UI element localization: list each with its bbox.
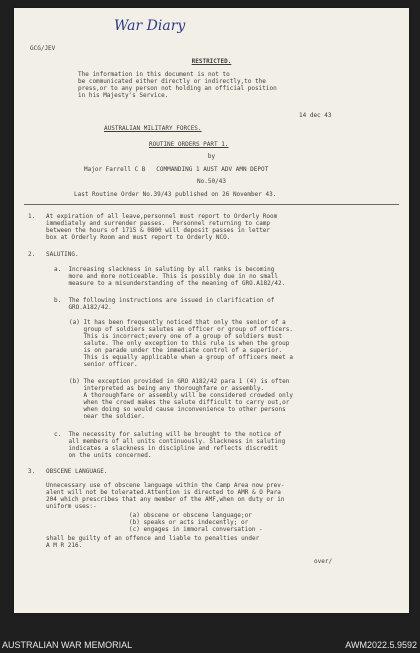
orders-title: ROUTINE ORDERS PART 1. bbox=[149, 141, 229, 148]
para2c-line: indicates a slackness in discipline and reflects discredit bbox=[54, 445, 278, 452]
document-page bbox=[14, 8, 409, 613]
para2-heading: 2. SALUTING. bbox=[28, 251, 79, 258]
para2b-b-line: when the crowd makes the salute difficult to carry out,or bbox=[69, 399, 290, 406]
para2b-a-line: salute. The only exception to this rule is when the group bbox=[69, 340, 290, 347]
para2b-a-line: This is incorrect;every one of a group of soldiers must bbox=[69, 333, 283, 340]
footer-bar bbox=[0, 616, 420, 653]
commander-line: Major Farrell C B COMMANDING 1 AUST ADV AMN DEPOT bbox=[84, 166, 269, 173]
handwritten-annotation: War Diary bbox=[114, 18, 186, 34]
restriction-line: be communicated either directly or indirectly,to the bbox=[78, 78, 266, 85]
para3-line: 204 which prescribes that any member of the AMF,when on duty or in bbox=[28, 496, 285, 503]
para2b-b-line: when doing so would cause inconvenience to other persons bbox=[69, 406, 286, 413]
para3-line: alent will not be tolerated.Attention is directed to AMR & O Para bbox=[28, 489, 281, 496]
para2c-line: all members of all units continuously. Slackness in saluting bbox=[54, 438, 286, 445]
para3-end-line: shall be guilty of an offence and liable to penalties under bbox=[28, 535, 260, 542]
para3-line: uniform uses:- bbox=[28, 503, 97, 510]
divider bbox=[24, 204, 399, 205]
para3-heading: 3. OBSCENE LANGUAGE. bbox=[28, 468, 108, 475]
restriction-line: press,or to any person not holding an official position bbox=[78, 85, 277, 92]
para2b-a-line: is on parade under the immediate control of a superior. bbox=[69, 347, 283, 354]
restriction-line: in his Majesty's Service. bbox=[78, 92, 169, 99]
para2b-a-line: This is equally applicable when a group of officers meet a bbox=[69, 354, 293, 361]
order-number: No.50/43 bbox=[197, 178, 226, 185]
last-order-line: Last Routine Order No.39/43 published on 26 November 43. bbox=[74, 191, 277, 198]
para3-item: (a) obscene or obscene language;or bbox=[129, 512, 252, 519]
para2a-line: measure to a misunderstanding of the meaning of GRO.A182/42. bbox=[54, 280, 286, 287]
footer-accession-number: AWM2022.5.9592 bbox=[345, 640, 417, 650]
para2b-b-line: interpreted as being any thoroughfare or assembly. bbox=[69, 385, 265, 392]
para2a-line: a. Increasing slackness in saluting by all ranks is becoming bbox=[54, 266, 275, 273]
para2b-a-line: senior officer. bbox=[69, 361, 138, 368]
restriction-line: The information in this document is not to bbox=[78, 71, 230, 78]
classification: RESTRICTED. bbox=[191, 58, 232, 65]
para1-line: 1. At expiration of all leave,personnel must report to Orderly Room bbox=[28, 213, 278, 220]
para2b-line: b. The following instructions are issued in clarification of bbox=[54, 297, 275, 304]
document-date: 14 dec 43 bbox=[299, 112, 332, 119]
para3-line: Unnecessary use of obscene language within the Camp Area now prev- bbox=[28, 482, 285, 489]
para1-line: immediately and surrender passes. Personnel returning to camp bbox=[28, 220, 271, 227]
para2b-line: GRO.A182/42. bbox=[54, 304, 112, 311]
para2a-line: more and more noticeable. This is possibly due in no small bbox=[54, 273, 278, 280]
over-marker: over/ bbox=[314, 558, 333, 565]
footer-institution: AUSTRALIAN WAR MEMORIAL bbox=[2, 640, 133, 650]
para3-item: (c) engages in immoral conversation - bbox=[129, 526, 263, 533]
para2b-b-line: (b) The exception provided in GRO A182/42 para 1 (4) is often bbox=[69, 378, 290, 385]
para2c-line: c. The necessity for saluting will be brought to the notice of bbox=[54, 431, 282, 438]
para2b-b-line: near the soldier. bbox=[69, 413, 145, 420]
para2b-a-line: (a) It has been frequently noticed that only the senior of a bbox=[69, 319, 286, 326]
by-line: by bbox=[207, 153, 216, 160]
para2c-line: on the units concerned. bbox=[54, 452, 152, 459]
para3-end-line: A M R 216. bbox=[28, 542, 83, 549]
para2b-a-line: group of soldiers salutes an officer or group of officers. bbox=[69, 326, 293, 333]
reference-code: GCG/JEV bbox=[30, 45, 56, 52]
para2b-b-line: A thoroughfare or assembly will be considered crowded only bbox=[69, 392, 293, 399]
para1-line: between the hours of 1715 & 0800 will deposit passes in letter bbox=[28, 227, 271, 234]
para3-item: (b) speaks or acts indecently; or bbox=[129, 519, 249, 526]
unit-heading: AUSTRALIAN MILITARY FORCES. bbox=[104, 125, 202, 132]
para1-line: box at Orderly Room and must report to Orderly NCO. bbox=[28, 234, 231, 241]
